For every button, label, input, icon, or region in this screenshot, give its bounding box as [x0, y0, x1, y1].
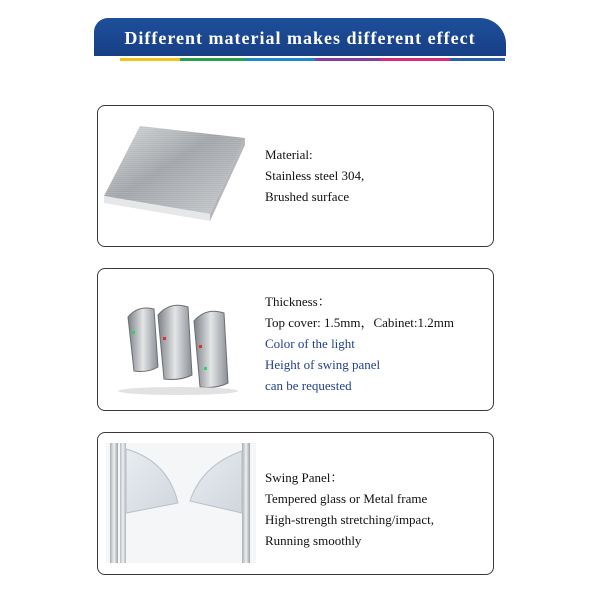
swing-panel-card [97, 432, 494, 575]
material-line-3: Brushed surface [265, 189, 350, 204]
color-stripe-green [180, 58, 245, 61]
material-text [265, 144, 364, 207]
thickness-note-1: Color of the light [265, 336, 355, 351]
color-stripe-pink [380, 58, 450, 61]
color-stripe-blue [450, 58, 505, 61]
thickness-line-1: Thickness： [265, 294, 331, 309]
material-line-2: Stainless steel 304, [265, 168, 365, 183]
color-stripe-cyan [245, 58, 315, 61]
swing-panel-line-3: High-strength stretching/impact, [265, 512, 434, 527]
swing-panel-line-1: Swing Panel： [265, 470, 344, 485]
material-card [97, 105, 494, 247]
color-stripe-yellow [120, 58, 180, 61]
thickness-note-3: can be requested [265, 378, 352, 393]
header-banner [94, 18, 506, 60]
thickness-note-2: Height of swing panel [265, 357, 381, 372]
thickness-card [97, 268, 494, 411]
swing-panel-line-4: Running smoothly [265, 533, 362, 548]
thickness-text [265, 291, 454, 396]
color-stripe-purple [315, 58, 380, 61]
turnstile-gates-image [108, 287, 258, 397]
thickness-line-2: Top cover: 1.5mm，Cabinet:1.2mm [265, 315, 455, 330]
swing-panel-line-2: Tempered glass or Metal frame [265, 491, 428, 506]
swing-panel-text [265, 467, 434, 551]
material-line-1: Material: [265, 147, 313, 162]
brushed-steel-plate-image [100, 118, 250, 238]
banner-title: Different material makes different effect [124, 28, 476, 48]
swing-glass-panels-image [106, 443, 256, 563]
